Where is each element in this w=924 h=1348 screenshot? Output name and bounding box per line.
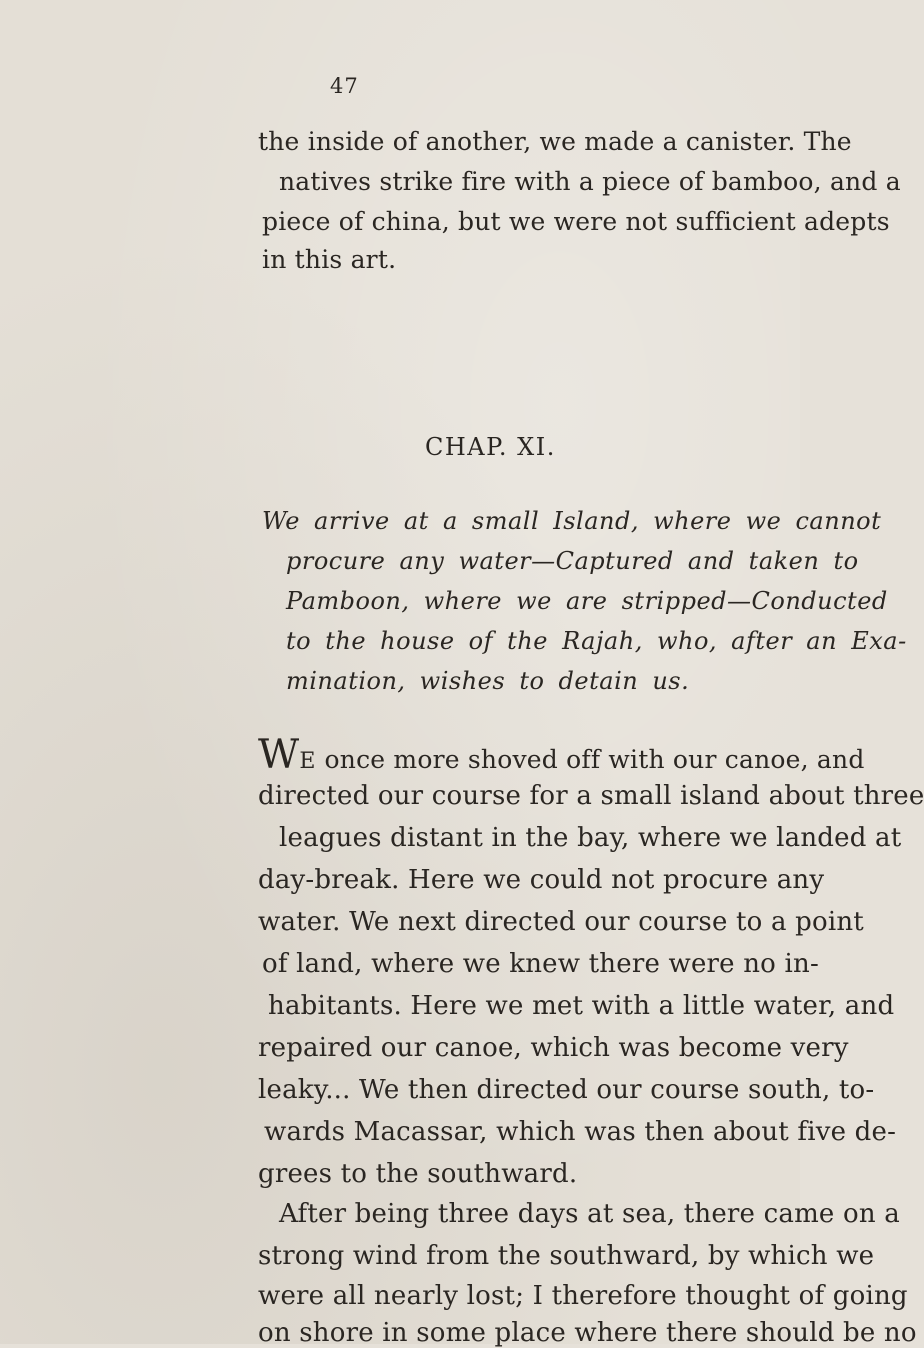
top-paragraph-line-2: natives strike fire with a piece of bamboo, and a: [279, 167, 901, 196]
main-paragraph-line-11: grees to the southward.: [258, 1159, 578, 1189]
chapter-summary-line-4: to the house of the Rajah, who, after an Exa-: [286, 627, 907, 655]
main-paragraph-line-10: wards Macassar, which was then about five de-: [264, 1117, 897, 1147]
main-paragraph-line-4: day-break. Here we could not procure any: [258, 865, 825, 895]
main-paragraph-line-1-rest: once more shoved off with our canoe, and: [316, 745, 865, 774]
main-paragraph-line-5: water. We next directed our course to a point: [258, 907, 864, 937]
top-paragraph-line-1: the inside of another, we made a canister. The: [258, 127, 852, 156]
page-number: 47: [330, 74, 359, 98]
main-paragraph-line-7: habitants. Here we met with a little water, and: [268, 991, 895, 1021]
drop-cap-smallcap: E: [299, 749, 317, 774]
last-paragraph-line-4: on shore in some place where there should be no: [258, 1318, 917, 1348]
chapter-summary-line-2: procure any water—Captured and taken to: [286, 547, 859, 575]
main-paragraph-line-1: [258, 732, 865, 778]
last-paragraph-line-3: were all nearly lost; I therefore thought of going: [258, 1281, 908, 1311]
drop-cap: W: [258, 732, 300, 778]
main-paragraph-line-3: leagues distant in the bay, where we landed at: [279, 823, 902, 853]
chapter-summary-line-5: mination, wishes to detain us.: [286, 667, 690, 695]
main-paragraph-line-2: directed our course for a small island about three: [258, 781, 924, 811]
top-paragraph-line-3: piece of china, but we were not sufficient adepts: [262, 207, 890, 236]
chapter-summary-line-3: Pamboon, where we are stripped—Conducted: [286, 587, 888, 615]
last-paragraph-line-1: After being three days at sea, there came on a: [279, 1199, 900, 1229]
main-paragraph-line-9: leaky... We then directed our course south, to-: [258, 1075, 875, 1105]
main-paragraph-line-8: repaired our canoe, which was become very: [258, 1033, 849, 1063]
chapter-heading: CHAP. XI.: [425, 433, 556, 461]
top-paragraph-line-4: in this art.: [262, 245, 397, 274]
main-paragraph-line-6: of land, where we knew there were no in-: [262, 949, 819, 979]
chapter-summary-line-1: We arrive at a small Island, where we cannot: [262, 507, 882, 535]
last-paragraph-line-2: strong wind from the southward, by which we: [258, 1241, 875, 1271]
